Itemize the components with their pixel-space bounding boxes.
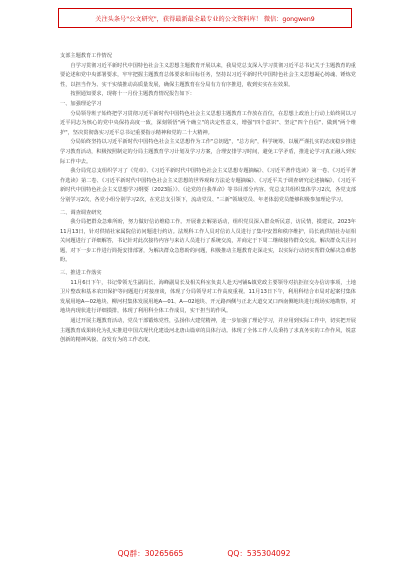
promo-banner[interactable] [58, 8, 352, 28]
implementation-paragraph-2: 通过开展主题教育活动，党员干部锻炼党性，弘扬伟大建党精神，进一步加强了理论学习，并应用到实际工作中，切实把开展主题教育成果转化为扎实推进中国式现代化建设河北唐山篇章的具体行动。体现了全体工作人员秉持了求真务实的工作作风，锐意创新的精神风貌、奋发有为的工作态度。 [60, 318, 356, 344]
intro-paragraph: 自学习贯彻习近平新时代中国特色社会主义思想主题教育开展以来，我局党总支深入学习贯彻习近平总书记关于主题教育的重要论述和党中央部署要求，牢牢把握主题教育总体要求和目标任务，坚持以习近平新时代中国特色社会主义思想凝心铸魂、锤炼党性，以担当作为、实干实绩推动高质量发展，确保主题教育在分局有力有序推进，收到实实在在效果。 [60, 62, 356, 88]
implementation-paragraph-1: 11月6日下午，书记带领无生副局长、海峰副局长及相关科室负责人赴天河铺&镇党政主要领导对抗拒征交办信访事项，土地卫片整改和基本农田保护等问题进行对接座谈，体现了分局领导对工作高度重视。11月13日下午，利用科结合市局对起案付集体发展用地A—02地块、柳河村集体发展用地A—01、A—02地块、开元路西侧与正北大道交叉口西南侧地块进行现场实地勘察，对地块内现状进行详细摸排，体现了利用科全体工作成员，实干担当的作风。 [60, 279, 356, 315]
report-lead-paragraph: 按照通知要求，现将十一月份主题教育情况报告如下： [70, 91, 195, 98]
theory-paragraph-2: 分局始终坚持以习近平新时代中国特色社会主义思想作为工作"总钥匙"，"总方向"，科学统筹，以履严谨扎实的态度稳步推进学习教育活动，积极按照制定的分局主题教育学习计划及学习方案，合理安排学习时间，避免工学矛盾，推进论学习真正融入到实际工作中去。 [60, 139, 356, 165]
research-paragraph: 我分局把群众急难所盼，努力做好信访维稳工作。开展谁去解第话动，组织党员深入群众听民意，访民情，摸建议。2023年11月13日，针对供销社家属院信访问题进行约访。法规科工作人员对信访人员进行了集中安置和秩序维护，局长就供销社办证相关问题进行了详细解答，书记针对此次接待内容与来访人员进行了系统交流，并商定于下周二继续接待群众交流。解决群众关注问题，对下一步工作进行简扼安排部署，为解决群众急愁盼的问题，积极推动主题教育走深走实，以实际行动切实帮群众解决急难愁盼。 [60, 219, 356, 264]
section-heading-research: 二、调查调查研究 [60, 209, 102, 216]
document-title: 支部主题教育工作情况 [60, 53, 112, 59]
contact-footer [0, 548, 408, 564]
qq-group-text: QQ群：30265665 [117, 549, 184, 558]
document-body [60, 52, 356, 346]
promo-banner-text: 关注头条号"公文研究"，获得最新最全最专业的公文资料库！ 微信：gongwen9 [95, 15, 315, 23]
qq-contact-text: QQ：535304092 [227, 549, 291, 558]
theory-paragraph-3: 我分局党总支组织学习了《党章》、《习近平新时代中国特色社会主义思想专题摘编》、《习近平著作选读》第一卷、《习近平著作选读》第二卷、《习近平新时代中国特色社会主义思想的世界观和方法论专题摘编》、《习近平关于调查研究论述摘编》、《习近平新时代中国特色社会主义思想学习纲要（2023版）》、《论党的自我革命》等书目部分内容。党总支共组织集体学习2次，各党支部分别学习2次，各党小组分别学习2次，在党总支引领下，流动党员、"三新"领域党员、年老体弱党员能够积极参加理论学习。 [60, 168, 356, 203]
theory-paragraph-1: 分局领导班子始终把学习贯彻习近平新时代中国特色社会主义思想主题教育工作放在首位，在思想上政治上行动上始终同以习近平同志为核心的党中央保持高度一致，深刻领悟"两个确立"的决定性意义，增强"四个意识"、坚定"四个自信"、做到"两个维护"，坚决贯彻落实习近平总书记重要指示精神和党的二十大精神。 [60, 110, 357, 136]
section-heading-theory: 一、加强理论学习 [60, 100, 102, 107]
section-heading-implementation: 三、推进工作落实 [60, 270, 102, 277]
